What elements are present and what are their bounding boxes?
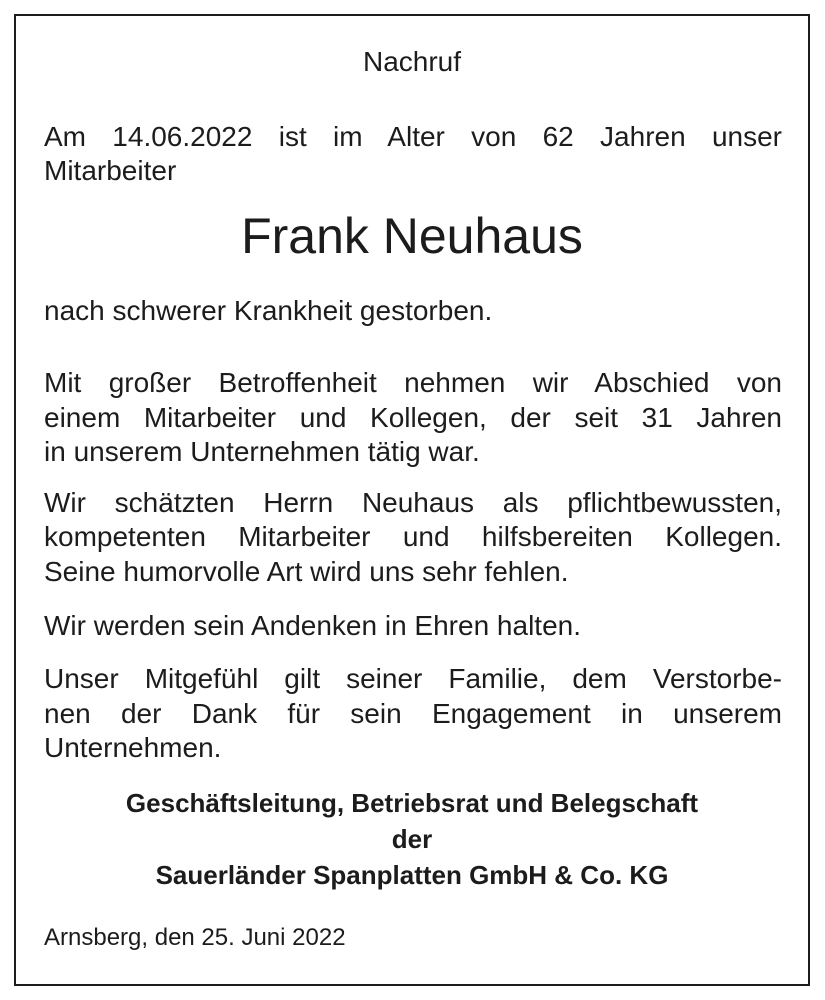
signature-line-1: Geschäftsleitung, Betriebsrat und Belegschaft [125, 788, 699, 818]
place-date: Arnsberg, den 25. Juni 2022 [44, 924, 346, 951]
paragraph-4-line-3: Unternehmen. [44, 732, 222, 763]
paragraph-1-line-2: einem Mitarbeiter und Kollegen, der seit 31 Jahren [44, 402, 782, 433]
cause-line: nach schwerer Krankheit gestorben. [44, 295, 493, 326]
signature-line-3: Sauerländer Spanplatten GmbH & Co. KG [155, 860, 669, 890]
notice-heading: Nachruf [362, 46, 462, 77]
paragraph-2-line-2: kompetenten Mitarbeiter und hilfsbereiten Kollegen. [44, 521, 782, 552]
intro-line-1: Am 14.06.2022 ist im Alter von 62 Jahren unser [44, 121, 782, 152]
paragraph-3-line-1: Wir werden sein Andenken in Ehren halten. [44, 610, 581, 641]
paragraph-4-line-2: nen der Dank für sein Engagement in unserem [44, 698, 782, 729]
intro-line-2: Mitarbeiter [44, 155, 177, 186]
paragraph-1-line-1: Mit großer Betroffenheit nehmen wir Abschied von [44, 367, 782, 398]
paragraph-4-line-1: Unser Mitgefühl gilt seiner Familie, dem Verstorbe- [44, 663, 782, 694]
paragraph-2-line-1: Wir schätzten Herrn Neuhaus als pflichtbewussten, [44, 487, 782, 518]
signature-line-2: der [391, 824, 433, 854]
paragraph-1-line-3: in unserem Unternehmen tätig war. [44, 436, 480, 467]
paragraph-2-line-3: Seine humorvolle Art wird uns sehr fehlen. [44, 556, 569, 587]
deceased-name: Frank Neuhaus [241, 208, 583, 264]
obituary-notice [14, 14, 810, 986]
